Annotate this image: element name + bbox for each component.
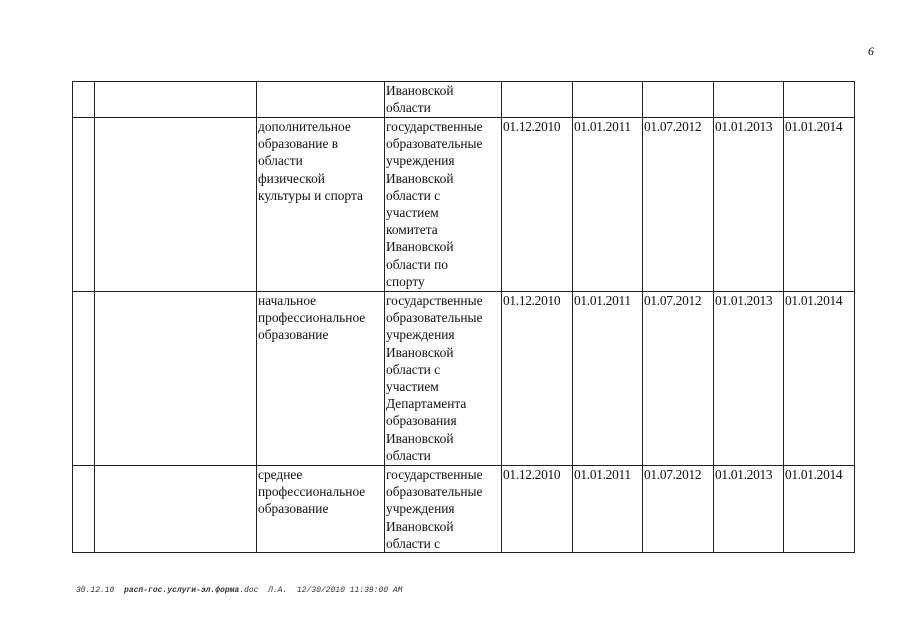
stage5-date-cell: 01.01.2014 bbox=[784, 292, 855, 466]
institutions-cell: государственные образовательные учреждения Ивановской области с участием комитета Ивановской области по спорту bbox=[385, 118, 502, 292]
stage5-date-cell: 01.01.2014 bbox=[784, 466, 855, 553]
institutions-cell: Ивановской области bbox=[385, 82, 502, 118]
row-number-cell bbox=[73, 82, 95, 118]
stage1-date-cell: 01.12.2010 bbox=[502, 292, 573, 466]
stage2-date-cell: 01.01.2011 bbox=[573, 466, 643, 553]
stage1-date-cell: 01.12.2010 bbox=[502, 118, 573, 292]
service-type-cell: среднее профессиональное образование bbox=[257, 466, 385, 553]
stage3-date-cell: 01.07.2012 bbox=[643, 118, 714, 292]
table-row bbox=[73, 118, 855, 292]
stage5-date-cell: 01.01.2014 bbox=[784, 118, 855, 292]
document-footer bbox=[76, 586, 402, 595]
services-table bbox=[72, 81, 855, 553]
footer-filename: расп-гос.услуги-эл.форма bbox=[124, 586, 240, 595]
stage3-date-cell bbox=[643, 82, 714, 118]
stage4-date-cell: 01.01.2013 bbox=[714, 292, 784, 466]
footer-extension: .doc bbox=[239, 586, 259, 595]
stage1-date-cell bbox=[502, 82, 573, 118]
stage4-date-cell: 01.01.2013 bbox=[714, 466, 784, 553]
footer-timestamp: 12/30/2010 11:39:00 AM bbox=[296, 586, 403, 595]
table-row bbox=[73, 292, 855, 466]
stage3-date-cell: 01.07.2012 bbox=[643, 292, 714, 466]
table-row bbox=[73, 82, 855, 118]
stage4-date-cell: 01.01.2013 bbox=[714, 118, 784, 292]
stage5-date-cell bbox=[784, 82, 855, 118]
stage2-date-cell: 01.01.2011 bbox=[573, 118, 643, 292]
institutions-cell: государственные образовательные учреждения Ивановской области с участием Департамента образования Ивановской области bbox=[385, 292, 502, 466]
stage4-date-cell bbox=[714, 82, 784, 118]
stage2-date-cell: 01.01.2011 bbox=[573, 292, 643, 466]
row-number-cell bbox=[73, 292, 95, 466]
service-type-cell bbox=[257, 82, 385, 118]
institutions-cell: государственные образовательные учреждения Ивановской области с bbox=[385, 466, 502, 553]
table-row bbox=[73, 466, 855, 553]
service-name-cell bbox=[95, 292, 257, 466]
row-number-cell bbox=[73, 118, 95, 292]
stage3-date-cell: 01.07.2012 bbox=[643, 466, 714, 553]
footer-author: Л.А. bbox=[268, 586, 288, 595]
row-number-cell bbox=[73, 466, 95, 553]
service-name-cell bbox=[95, 118, 257, 292]
stage2-date-cell bbox=[573, 82, 643, 118]
service-name-cell bbox=[95, 466, 257, 553]
footer-date: 30.12.10 bbox=[76, 586, 115, 595]
service-name-cell bbox=[95, 82, 257, 118]
service-type-cell: дополнительное образование в области физической культуры и спорта bbox=[257, 118, 385, 292]
stage1-date-cell: 01.12.2010 bbox=[502, 466, 573, 553]
page-number: 6 bbox=[868, 44, 874, 58]
service-type-cell: начальное профессиональное образование bbox=[257, 292, 385, 466]
